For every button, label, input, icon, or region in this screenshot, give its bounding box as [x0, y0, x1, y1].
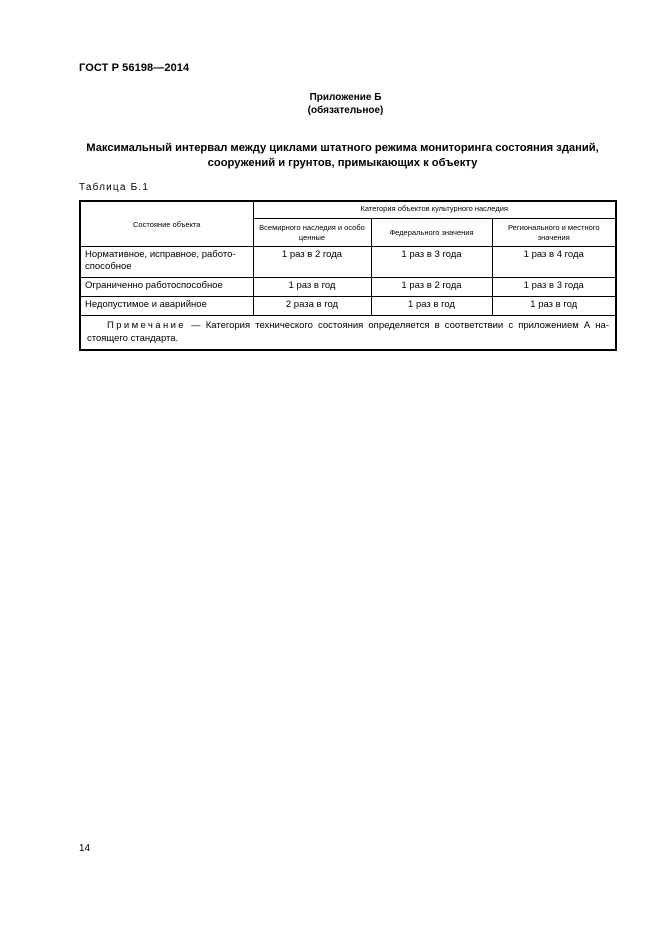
row-state: Нормативное, исправное, работо-способное	[80, 247, 253, 278]
row-state: Недопустимое и аварийное	[80, 297, 253, 316]
row-federal-value: 1 раз в год	[371, 297, 492, 316]
monitoring-interval-table	[79, 200, 617, 351]
appendix-title: Приложение Б	[309, 92, 382, 103]
row-regional-value: 1 раз в 4 года	[492, 247, 616, 278]
row-world-value: 2 раза в год	[253, 297, 371, 316]
header-federal: Федерального значения	[371, 219, 492, 247]
row-world-value: 1 раз в год	[253, 278, 371, 297]
row-federal-value: 1 раз в 3 года	[371, 247, 492, 278]
header-category-group: Категория объектов культурного наследия	[253, 201, 616, 219]
appendix-heading	[0, 91, 661, 117]
row-federal-value: 1 раз в 2 года	[371, 278, 492, 297]
header-regional: Регионального и местного значения	[492, 219, 616, 247]
section-title	[80, 141, 605, 171]
note-text: — Категория технического состояния определяется в соответствии с приложением А на-стоящего стандарта.	[87, 320, 610, 344]
document-code: ГОСТ Р 56198—2014	[79, 62, 190, 74]
table-row	[80, 247, 616, 278]
note-label: Примечание	[107, 320, 186, 331]
row-world-value: 1 раз в 2 года	[253, 247, 371, 278]
appendix-status: (обязательное)	[307, 105, 384, 116]
header-state: Состояние объекта	[80, 201, 253, 247]
header-world-heritage: Всемирного наследия и особо ценные	[253, 219, 371, 247]
section-title-line-1: Максимальный интервал между циклами штатного режима мониторинга состояния зданий,	[86, 142, 599, 154]
table-note-row	[80, 316, 616, 351]
row-state: Ограниченно работоспособное	[80, 278, 253, 297]
table-row	[80, 297, 616, 316]
page-number: 14	[79, 843, 91, 854]
table-note	[80, 316, 616, 351]
row-regional-value: 1 раз в год	[492, 297, 616, 316]
table-caption: Таблица Б.1	[79, 182, 150, 193]
section-title-line-2: сооружений и грунтов, примыкающих к объекту	[207, 157, 478, 169]
row-regional-value: 1 раз в 3 года	[492, 278, 616, 297]
table-row	[80, 278, 616, 297]
